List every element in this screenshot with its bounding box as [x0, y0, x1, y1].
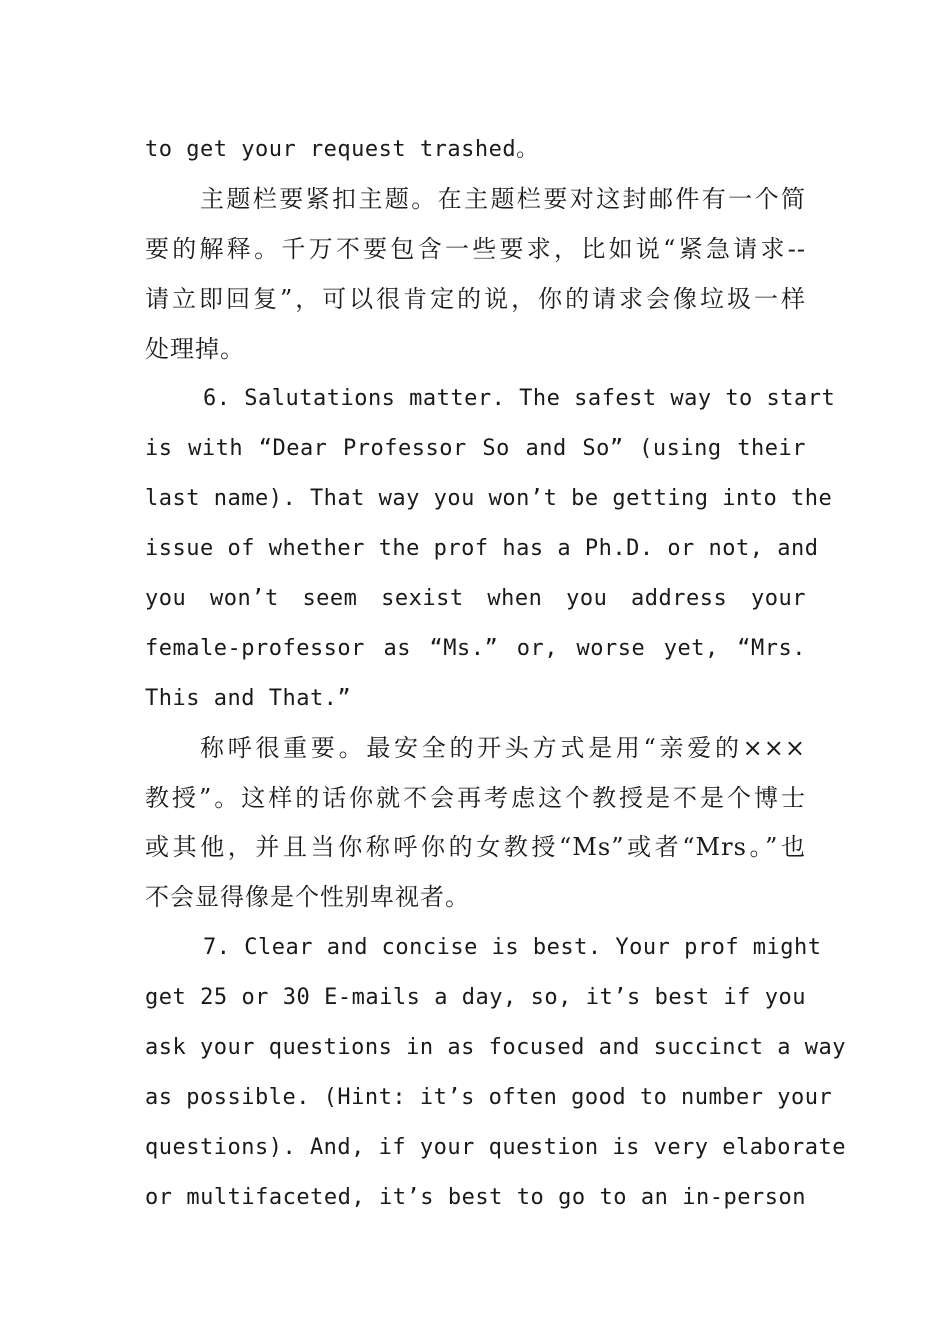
document-page — [145, 125, 847, 1223]
text-line: to get your request trashed。 — [145, 137, 539, 162]
text-line: 或其他，并且当你称呼你的女教授“Ms”或者“Mrs。”也 — [145, 833, 806, 862]
text-line: This and That.” — [145, 685, 352, 711]
text-line: or multifaceted, it’s best to go to an in-person — [145, 1184, 806, 1210]
text-line: 教授”。这样的话你就不会再考虑这个教授是不是个博士 — [145, 783, 806, 812]
text-line: 不会显得像是个性别卑视者。 — [145, 883, 470, 912]
text-line: 处理掉。 — [145, 334, 245, 363]
text-line: female-professor as “Ms.” or, worse yet, “Mrs. — [145, 635, 806, 661]
text-line: 7. Clear and concise is best. Your prof might — [203, 935, 822, 961]
text-line: is with “Dear Professor So and So” (using their — [145, 436, 806, 462]
text-line: 要的解释。千万不要包含一些要求，比如说“紧急请求-- — [145, 234, 806, 263]
text-line: ask your questions in as focused and succinct a way — [145, 1035, 847, 1061]
text-line: you won’t seem sexist when you address your — [145, 586, 806, 612]
text-line: 请立即回复”，可以很肯定的说，你的请求会像垃圾一样 — [145, 284, 806, 313]
text-line: as possible. (Hint: it’s often good to number your — [145, 1084, 833, 1110]
text-line: questions). And, if your question is very elaborate — [145, 1134, 847, 1160]
text-line: get 25 or 30 E-mails a day, so, it’s best if you — [145, 985, 806, 1011]
text-line: last name). That way you won’t be getting into the — [145, 486, 833, 512]
text-line: 主题栏要紧扣主题。在主题栏要对这封邮件有一个简 — [200, 184, 806, 213]
text-line: 称呼很重要。最安全的开头方式是用“亲爱的××× — [200, 733, 806, 762]
text-line: issue of whether the prof has a Ph.D. or not, and — [145, 536, 819, 562]
text-line: 6. Salutations matter. The safest way to start — [203, 386, 836, 412]
